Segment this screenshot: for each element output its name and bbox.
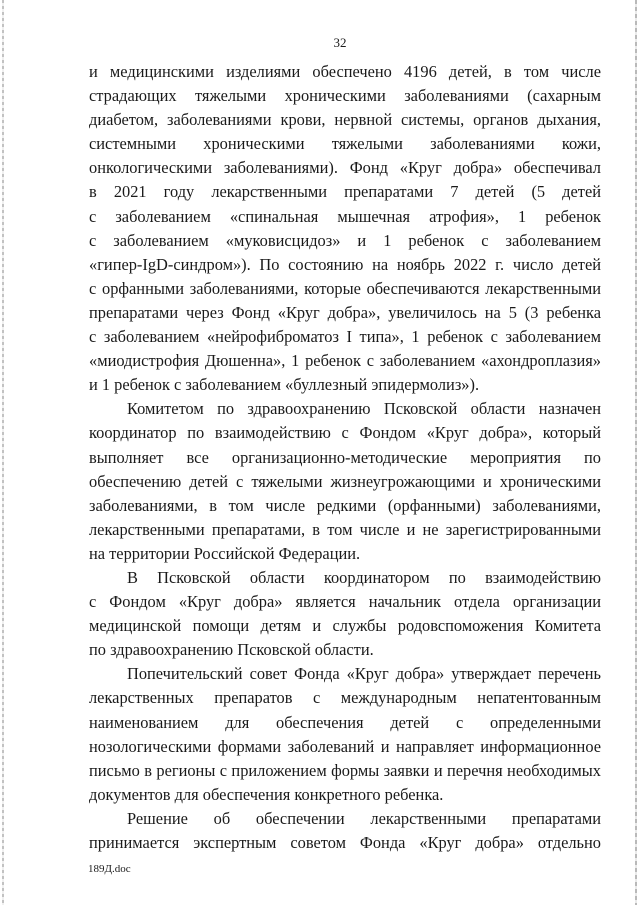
text-line: на территории Российской Федерации.	[89, 543, 361, 563]
text-line: «миодистрофия Дюшенна», 1 ребенок с заболеванием «ахондроплазия»	[89, 351, 601, 371]
text-line: В Псковской области координатором по взаимодействию	[127, 567, 601, 587]
paragraph	[89, 662, 601, 807]
text-line: и 1 ребенок с заболеванием «буллезный эпидермолиз»).	[89, 375, 480, 395]
text-line: с орфанными заболеваниями, которые обеспечиваются лекарственными	[89, 278, 601, 298]
text-line: с Фондом «Круг добра» является начальник отдела организации	[89, 592, 601, 612]
text-line: Попечительский совет Фонда «Круг добра» утверждает перечень	[127, 664, 601, 684]
text-line: лекарственными препаратами, в том числе и не зарегистрированными	[89, 519, 601, 539]
text-line: документов для обеспечения конкретного ребенка.	[89, 784, 444, 804]
footer-filename: 189Д.doc	[88, 863, 131, 875]
scan-edge-right	[635, 0, 637, 905]
scan-edge-left	[2, 0, 4, 905]
text-line: по здравоохранению Псковской области.	[89, 640, 374, 660]
text-line: выполняет все организационно-методические мероприятия по	[89, 447, 601, 467]
text-line: с заболеванием «спинальная мышечная атрофия», 1 ребенок	[89, 206, 601, 226]
text-line: диабетом, заболеваниями крови, нервной системы, органов дыхания,	[89, 110, 601, 130]
paragraph	[89, 60, 601, 397]
text-line: Комитетом по здравоохранению Псковской области назначен	[127, 399, 601, 419]
text-line: письмо в регионы с приложением формы заявки и перечня необходимых	[89, 760, 601, 780]
paragraph	[89, 807, 601, 855]
paragraph	[89, 397, 601, 566]
text-line: координатор по взаимодействию с Фондом «Круг добра», который	[89, 423, 601, 443]
text-line: системными хроническими тяжелыми заболеваниями кожи,	[89, 134, 601, 154]
text-line: с заболеванием «нейрофиброматоз I типа», 1 ребенок с заболеванием	[89, 327, 601, 347]
text-line: заболеваниями, в том числе редкими (орфанными) заболеваниями,	[89, 495, 601, 515]
page-number: 32	[333, 35, 347, 50]
text-line: «гипер-IgD-синдром»). По состоянию на ноябрь 2022 г. число детей	[89, 254, 601, 274]
text-line: лекарственных препаратов с международным непатентованным	[89, 688, 601, 708]
text-line: Решение об обеспечении лекарственными препаратами	[127, 808, 601, 828]
text-line: онкологическими заболеваниями). Фонд «Круг добра» обеспечивал	[89, 158, 601, 178]
text-line: наименованием для обеспечения детей с определенными	[89, 712, 601, 732]
document-body	[89, 60, 601, 855]
text-line: с заболеванием «муковисцидоз» и 1 ребенок с заболеванием	[89, 230, 601, 250]
paragraph	[89, 566, 601, 662]
text-line: страдающих тяжелыми хроническими заболеваниями (сахарным	[89, 86, 601, 106]
text-line: нозологическими формами заболеваний и направляет информационное	[89, 736, 601, 756]
text-line: препаратами через Фонд «Круг добра», увеличилось на 5 (3 ребенка	[89, 302, 601, 322]
text-line: в 2021 году лекарственными препаратами 7 детей (5 детей	[89, 182, 601, 202]
text-line: обеспечению детей с тяжелыми жизнеугрожающими и хроническими	[89, 471, 601, 491]
text-line: принимается экспертным советом Фонда «Круг добра» отдельно	[89, 833, 601, 852]
text-line: и медицинскими изделиями обеспечено 4196 детей, в том числе	[89, 62, 601, 81]
text-line: медицинской помощи детям и службы родовспоможения Комитета	[89, 616, 601, 636]
